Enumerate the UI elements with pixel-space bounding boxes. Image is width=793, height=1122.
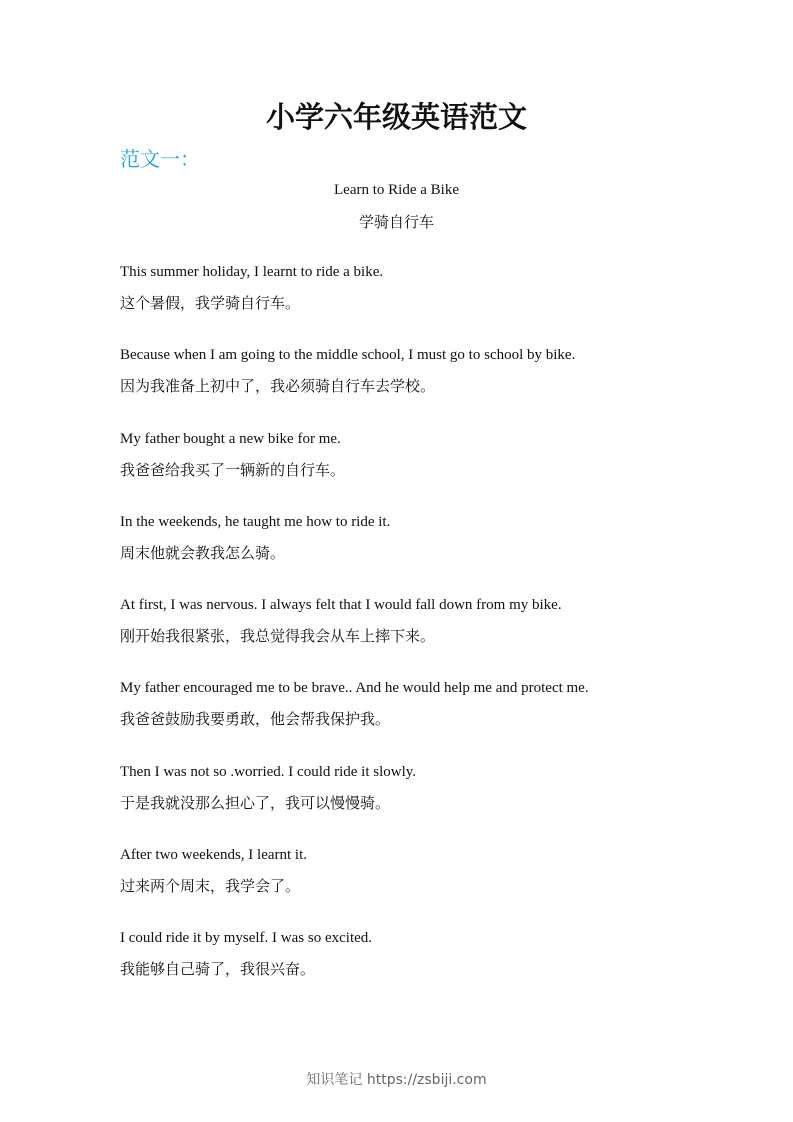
sentence-chinese: 我爸爸给我买了一辆新的自行车。: [120, 460, 346, 479]
sentence-english: At first, I was nervous. I always felt that I would fall down from my bike.: [120, 597, 562, 614]
sentence-pair: [120, 928, 680, 1011]
sentence-english: This summer holiday, I learnt to ride a bike.: [120, 264, 384, 280]
sentence-english: After two weekends, I learnt it.: [120, 847, 308, 864]
sentence-english: I could ride it by myself. I was so excited.: [120, 930, 373, 947]
sentence-pair: [120, 429, 680, 512]
sentence-chinese: 这个暑假，我学骑自行车。: [120, 294, 301, 312]
sentence-chinese: 刚开始我很紧张，我总觉得我会从车上摔下来。: [120, 627, 436, 646]
page-title: 小学六年级英语范文: [265, 100, 527, 134]
sentence-pair: [120, 512, 680, 595]
sentence-pair: [120, 595, 680, 678]
footer-watermark: 知识笔记 https://zsbiji.com: [306, 1072, 487, 1088]
sentence-chinese: 过来两个周末，我学会了。: [120, 877, 301, 896]
sentence-chinese: 我能够自己骑了，我很兴奋。: [120, 960, 316, 979]
sentence-list: [120, 262, 680, 1012]
essay-title-chinese: 学骑自行车: [358, 213, 434, 231]
sentence-english: In the weekends, he taught me how to ride it.: [120, 513, 391, 530]
sentence-chinese: 我爸爸鼓励我要勇敢，他会帮我保护我。: [120, 710, 391, 729]
sentence-english: My father encouraged me to be brave.. And he would help me and protect me.: [120, 680, 589, 697]
sentence-english: Because when I am going to the middle school, I must go to school by bike.: [120, 347, 576, 364]
sentence-chinese: 于是我就没那么担心了，我可以慢慢骑。: [120, 793, 391, 812]
sentence-pair: [120, 345, 680, 428]
sentence-chinese: 因为我准备上初中了，我必须骑自行车去学校。: [120, 377, 436, 396]
sentence-english: My father bought a new bike for me.: [120, 430, 341, 447]
sentence-pair: [120, 262, 680, 345]
sentence-pair: [120, 762, 680, 845]
essay-title-english: Learn to Ride a Bike: [334, 182, 459, 198]
section-heading: 范文一：: [120, 147, 200, 171]
sentence-chinese: 周末他就会教我怎么骑。: [120, 543, 286, 562]
sentence-english: Then I was not so .worried. I could ride it slowly.: [120, 763, 417, 780]
sentence-pair: [120, 678, 680, 761]
sentence-pair: [120, 845, 680, 928]
